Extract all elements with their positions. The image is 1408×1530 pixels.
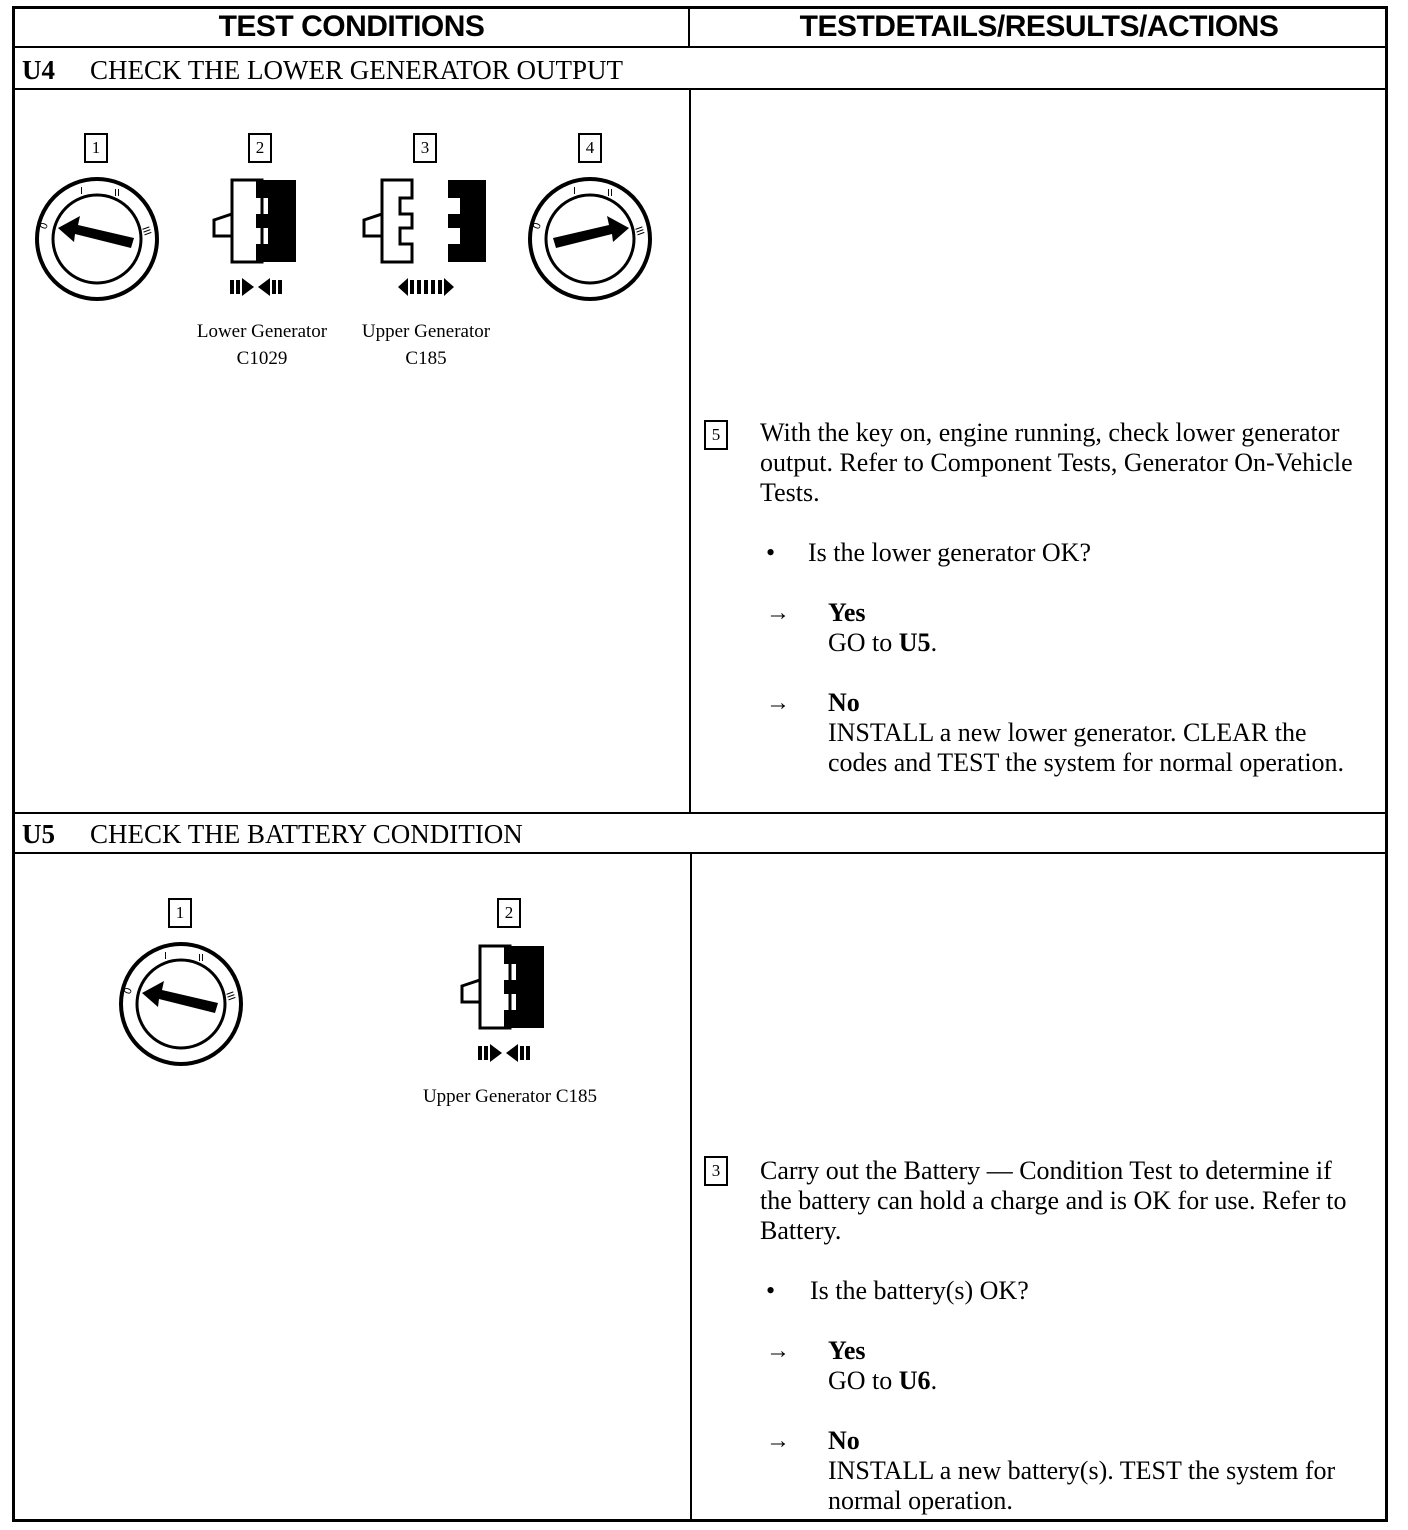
u5-step-2-box: 2 xyxy=(497,898,521,928)
ignition-switch-icon xyxy=(527,176,653,302)
u4-caption-upper-generator: Upper Generator C185 xyxy=(361,321,491,369)
u4-no-answer: No INSTALL a new lower generator. CLEAR the codes and TEST the system for normal operation. xyxy=(828,688,1345,777)
connector-disconnected-icon xyxy=(360,178,492,298)
svg-text:0: 0 xyxy=(38,221,51,232)
u4-yes-arrow: → xyxy=(766,600,790,626)
u4-step-5-box: 5 xyxy=(704,420,728,450)
header-test-details: TESTDETAILS/RESULTS/ACTIONS xyxy=(799,10,1279,43)
u5-no-answer: No INSTALL a new battery(s). TEST the system for normal operation. xyxy=(828,1426,1336,1515)
u5-question: Is the battery(s) OK? xyxy=(810,1276,1029,1305)
u4-no-arrow: → xyxy=(766,690,790,716)
u4-step-2-box: 2 xyxy=(248,133,272,163)
u4-step-1-box: 1 xyxy=(84,133,108,163)
u5-yes-arrow: → xyxy=(766,1338,790,1364)
u5-bullet: • xyxy=(766,1276,776,1305)
u5-section-title xyxy=(22,816,523,852)
u4-question: Is the lower generator OK? xyxy=(808,538,1091,567)
u5-step-3-box: 3 xyxy=(704,1156,728,1186)
header-test-conditions: TEST CONDITIONS xyxy=(218,10,485,43)
u5-title-top-divider xyxy=(12,812,1388,814)
u5-yes-answer: Yes GO to U6. xyxy=(828,1336,938,1395)
u5-caption-upper-generator: Upper Generator C185 xyxy=(422,1086,598,1107)
u5-section-id: U5 xyxy=(22,818,55,849)
svg-text:II: II xyxy=(607,188,613,199)
u5-section-name: CHECK THE BATTERY CONDITION xyxy=(90,818,523,849)
svg-text:III: III xyxy=(139,225,153,238)
svg-text:I: I xyxy=(573,186,576,197)
u4-section-id: U4 xyxy=(22,54,55,85)
u4-section-name: CHECK THE LOWER GENERATOR OUTPUT xyxy=(90,54,623,85)
u4-title-divider xyxy=(12,88,1388,90)
svg-text:I: I xyxy=(164,951,167,962)
connector-connected-icon xyxy=(458,944,548,1064)
svg-text:III: III xyxy=(632,225,646,238)
ignition-switch-icon xyxy=(34,176,160,302)
u4-detail-text: With the key on, engine running, check lower generator output. Refer to Component Tests, Generator On-Vehicle Tests. xyxy=(760,418,1353,507)
ignition-switch-icon xyxy=(118,941,244,1067)
u5-step-1-box: 1 xyxy=(168,898,192,928)
u5-no-arrow: → xyxy=(766,1428,790,1454)
svg-text:0: 0 xyxy=(531,221,544,232)
svg-text:I: I xyxy=(80,186,83,197)
u4-yes-answer: Yes GO to U5. xyxy=(828,598,938,657)
u4-caption-lower-generator: Lower Generator C1029 xyxy=(196,321,328,369)
u4-section-title xyxy=(22,52,623,88)
connector-connected-icon xyxy=(210,178,300,298)
svg-text:0: 0 xyxy=(122,986,135,997)
u4-column-divider xyxy=(689,88,691,813)
u4-bullet: • xyxy=(766,538,776,567)
svg-text:II: II xyxy=(198,953,204,964)
u4-step-3-box: 3 xyxy=(413,133,437,163)
u5-detail-text: Carry out the Battery — Condition Test to determine if the battery can hold a charge and is OK for use. Refer to Battery. xyxy=(760,1156,1347,1245)
svg-text:II: II xyxy=(114,188,120,199)
header-divider xyxy=(12,46,1388,48)
u4-step-4-box: 4 xyxy=(578,133,602,163)
u5-title-divider xyxy=(12,852,1388,854)
u5-column-divider xyxy=(690,852,692,1522)
svg-text:III: III xyxy=(223,990,237,1003)
